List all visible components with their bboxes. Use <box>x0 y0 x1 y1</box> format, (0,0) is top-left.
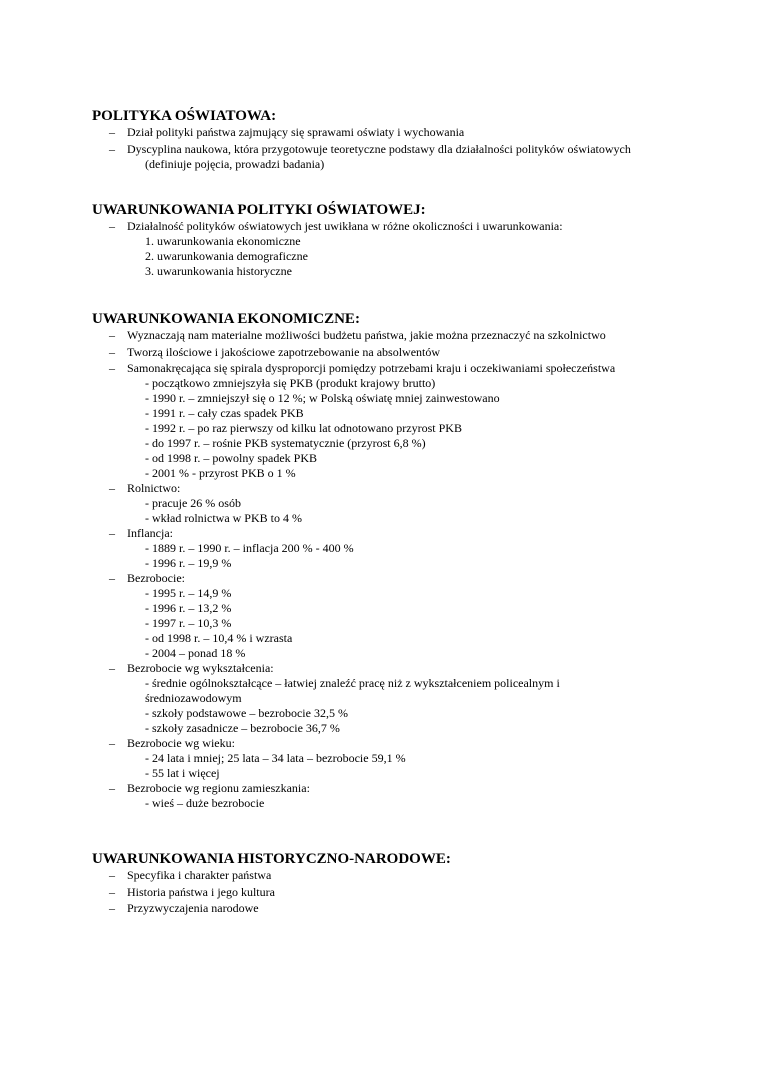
bullet-text: Specyfika i charakter państwa <box>127 868 272 882</box>
dash-marker: – <box>109 781 115 795</box>
dash-marker: – <box>109 361 115 375</box>
bullet <box>92 125 732 140</box>
list-item: - szkoły podstawowe – bezrobocie 32,5 % <box>145 706 348 720</box>
bullet-text: Przyzwyczajenia narodowe <box>127 901 259 915</box>
list-item: - 1990 r. – zmniejszył się o 12 %; w Polską oświatę mniej zainwestowano <box>145 391 500 405</box>
list-item: - 55 lat i więcej <box>145 766 220 780</box>
dash-marker: – <box>109 571 115 585</box>
bullet <box>92 345 732 360</box>
bullet-text: Tworzą ilościowe i jakościowe zapotrzebowanie na absolwentów <box>127 344 441 359</box>
dash-marker: – <box>109 141 115 156</box>
bullet <box>92 901 732 916</box>
bullet <box>92 885 732 900</box>
dash-marker: – <box>109 328 115 342</box>
dash-marker: – <box>109 901 115 915</box>
bullet-text: Bezrobocie wg wykształcenia: <box>127 661 274 675</box>
bullet <box>92 526 732 541</box>
section-uwarunkowania-ekonomiczne <box>92 310 732 811</box>
section-heading: UWARUNKOWANIA POLITYKI OŚWIATOWEJ: <box>92 202 426 218</box>
bullet <box>92 219 732 234</box>
section-uwarunkowania-historyczne <box>92 850 732 916</box>
list-item: - 1996 r. – 19,9 % <box>145 556 232 570</box>
section-heading: UWARUNKOWANIA EKONOMICZNE: <box>92 311 360 327</box>
list-item: - 1995 r. – 14,9 % <box>145 586 232 600</box>
bullet <box>92 142 732 157</box>
bullet-text: Bezrobocie: <box>127 571 185 585</box>
bullet <box>92 571 732 586</box>
bullet-text: Działalność polityków oświatowych jest uwikłana w różne okoliczności i uwarunkowania: <box>127 219 563 233</box>
list-item: - szkoły zasadnicze – bezrobocie 36,7 % <box>145 721 340 735</box>
section-heading: UWARUNKOWANIA HISTORYCZNO-NARODOWE: <box>92 851 451 867</box>
dash-marker: – <box>109 125 115 139</box>
list-item: 2. uwarunkowania demograficzne <box>145 249 308 263</box>
list-item: - 1996 r. – 13,2 % <box>145 601 232 615</box>
bullet-text: Inflancja: <box>127 526 173 540</box>
bullet-text: Dział polityki państwa zajmujący się sprawami oświaty i wychowania <box>127 125 465 139</box>
list-item: - 1991 r. – cały czas spadek PKB <box>145 406 304 420</box>
list-item: - pracuje 26 % osób <box>145 496 241 510</box>
bullet <box>92 736 732 751</box>
dash-marker: – <box>109 526 115 540</box>
bullet-continuation: (definiuje pojęcia, prowadzi badania) <box>145 156 325 171</box>
dash-marker: – <box>109 868 115 882</box>
section-uwarunkowania-polityki <box>92 201 732 279</box>
bullet <box>92 868 732 883</box>
dash-marker: – <box>109 736 115 750</box>
bullet-text: Bezrobocie wg wieku: <box>127 736 235 750</box>
list-item-continuation: średniozawodowym <box>145 691 242 705</box>
bullet <box>92 661 732 676</box>
list-item: 3. uwarunkowania historyczne <box>145 264 292 278</box>
dash-marker: – <box>109 344 115 359</box>
list-item: - 24 lata i mniej; 25 lata – 34 lata – bezrobocie 59,1 % <box>145 751 406 765</box>
section-heading: POLITYKA OŚWIATOWA: <box>92 108 277 124</box>
list-item: - początkowo zmniejszyła się PKB (produkt krajowy brutto) <box>145 376 436 390</box>
list-item: - 2004 – ponad 18 % <box>145 646 246 660</box>
bullet-text: Rolnictwo: <box>127 481 181 495</box>
list-item: - do 1997 r. – rośnie PKB systematycznie (przyrost 6,8 %) <box>145 436 426 450</box>
dash-marker: – <box>109 481 115 495</box>
dash-marker: – <box>109 884 115 899</box>
list-item: - 2001 % - przyrost PKB o 1 % <box>145 466 296 480</box>
bullet-text: Samonakręcająca się spirala dysproporcji pomiędzy potrzebami kraju i oczekiwaniami społeczeństwa <box>127 361 616 375</box>
list-item: - 1889 r. – 1990 r. – inflacja 200 % - 400 % <box>145 541 354 555</box>
bullet-text: Wyznaczają nam materialne możliwości budżetu państwa, jakie można przeznaczyć na szkolnictwo <box>127 328 606 342</box>
section-polityka-oswiatowa <box>92 107 732 172</box>
list-item: - wkład rolnictwa w PKB to 4 % <box>145 511 302 525</box>
bullet-text: Historia państwa i jego kultura <box>127 884 275 899</box>
bullet-text: Dyscyplina naukowa, która przygotowuje teoretyczne podstawy dla działalności polityków oświatowych <box>127 141 631 156</box>
dash-marker: – <box>109 661 115 675</box>
list-item: - 1992 r. – po raz pierwszy od kilku lat odnotowano przyrost PKB <box>145 421 462 435</box>
bullet <box>92 361 732 376</box>
bullet-text: Bezrobocie wg regionu zamieszkania: <box>127 781 310 795</box>
list-item: - 1997 r. – 10,3 % <box>145 616 232 630</box>
dash-marker: – <box>109 219 115 233</box>
bullet <box>92 328 732 343</box>
list-item: - od 1998 r. – powolny spadek PKB <box>145 451 317 465</box>
list-item: - średnie ogólnokształcące – łatwiej znaleźć pracę niż z wykształceniem policealnym i <box>145 676 560 690</box>
bullet <box>92 781 732 796</box>
list-item: 1. uwarunkowania ekonomiczne <box>145 234 301 248</box>
list-item: - wieś – duże bezrobocie <box>145 796 265 810</box>
bullet <box>92 481 732 496</box>
list-item: - od 1998 r. – 10,4 % i wzrasta <box>145 631 293 645</box>
